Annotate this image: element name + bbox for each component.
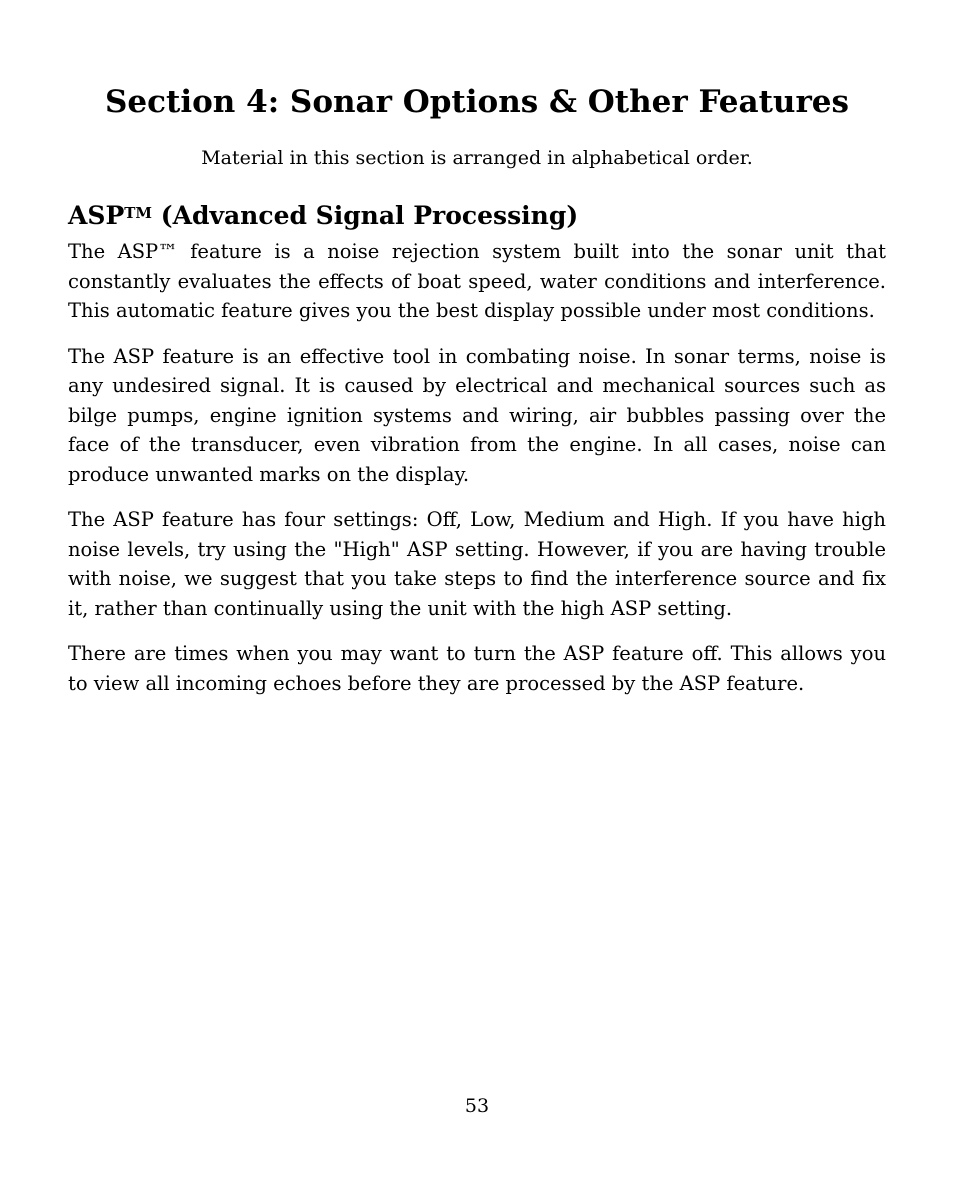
body-text	[68, 237, 886, 714]
page-number: 53	[464, 1095, 490, 1117]
trademark-mark: TM	[124, 204, 153, 222]
paragraph-2: The ASP feature is an effective tool in combating noise. In sonar terms, noise is any undesired signal. It is caused by electrical and mechanical sources such as bilge pumps, engine ignition systems and wiring, air bubbles passing over the face of the transducer, even vibration from the engine. In all cases, noise can produce unwanted marks on the display.	[68, 344, 886, 486]
section-title: Section 4: Sonar Options & Other Features	[105, 84, 849, 120]
intro-text: Material in this section is arranged in alphabetical order.	[201, 147, 753, 169]
paragraph-4: There are times when you may want to turn the ASP feature off. This allows you to view all incoming echoes before they are processed by the ASP feature.	[68, 642, 886, 695]
paragraph-3: The ASP feature has four settings: Off, Low, Medium and High. If you have high noise levels, try using the "High" ASP setting. However, if you are having trouble with noise, we suggest that you take steps to find the interference source and fix it, rather than continually using the unit with the high ASP setting.	[68, 508, 886, 620]
heading-rest: (Advanced Signal Processing)	[152, 201, 579, 230]
asp-heading	[68, 196, 578, 233]
paragraph-1: The ASP™ feature is a noise rejection system built into the sonar unit that constantly evaluates the effects of boat speed, water conditions and interference. This automatic feature gives you the best display possible under most conditions.	[68, 240, 886, 322]
heading-prefix: ASP	[68, 201, 125, 230]
